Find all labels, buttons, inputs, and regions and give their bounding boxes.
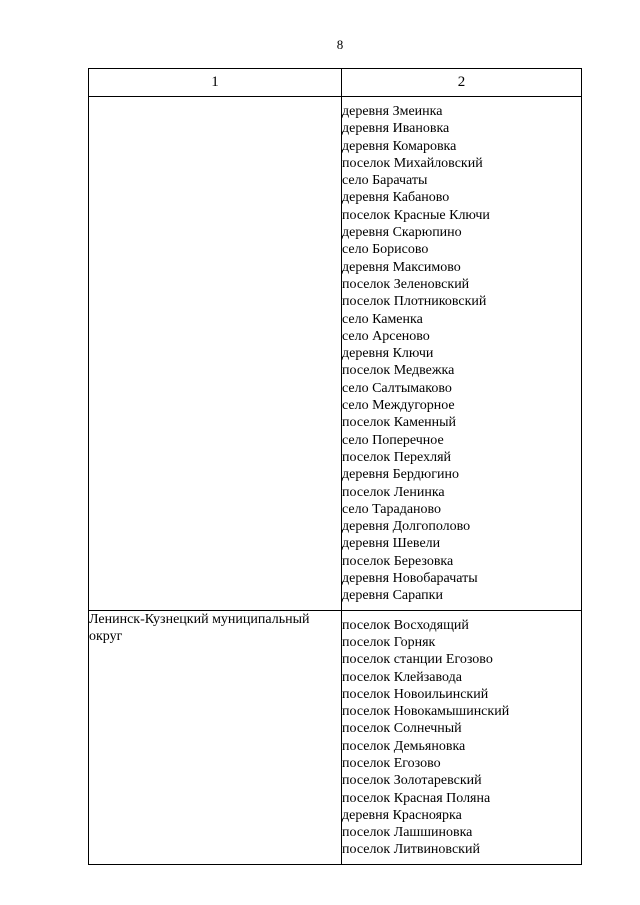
settlement-item: поселок Горняк	[342, 634, 436, 650]
column-header-1: 1	[89, 69, 342, 97]
settlements-list-cell	[342, 97, 582, 611]
settlement-item: деревня Новобарачаты	[342, 571, 478, 587]
settlement-item: поселок Каменный	[342, 415, 457, 431]
settlement-item: село Арсеново	[342, 328, 430, 344]
settlement-item: поселок Новоильинский	[342, 686, 489, 702]
settlement-item: поселок Восходящий	[342, 617, 469, 633]
settlement-item: поселок Солнечный	[342, 721, 462, 737]
settlement-item: село Борисово	[342, 242, 429, 258]
settlement-item: поселок Новокамышинский	[342, 704, 510, 720]
municipality-name-cell	[89, 97, 342, 611]
settlement-item: поселок Красная Поляна	[342, 790, 491, 806]
settlement-item: деревня Максимово	[342, 259, 461, 275]
settlement-item: деревня Ивановка	[342, 121, 450, 137]
settlement-item: поселок Красные Ключи	[342, 207, 490, 223]
settlement-item: село Барачаты	[342, 173, 428, 189]
settlement-item: поселок Плотниковский	[342, 294, 487, 310]
settlements-table	[88, 68, 582, 865]
column-header-2: 2	[342, 69, 582, 97]
settlement-item: деревня Красноярка	[342, 807, 462, 823]
settlement-item: поселок Зеленовский	[342, 276, 470, 292]
settlement-item: поселок Литвиновский	[342, 842, 480, 858]
settlement-item: поселок Золотаревский	[342, 773, 482, 789]
municipality-name-cell: Ленинск-Кузнецкий муниципальный округ	[89, 610, 342, 864]
settlement-item: поселок Клейзавода	[342, 669, 462, 685]
table-row	[89, 610, 582, 864]
settlement-item: село Салтымаково	[342, 380, 452, 396]
settlement-item: деревня Скарюпино	[342, 225, 462, 241]
settlement-item: село Междугорное	[342, 398, 455, 414]
settlement-item: поселок Лашшиновка	[342, 825, 473, 841]
settlement-item: деревня Сарапки	[342, 588, 443, 604]
settlement-item: поселок Демьяновка	[342, 738, 466, 754]
settlement-item: поселок Ленинка	[342, 484, 445, 500]
settlement-item: село Тараданово	[342, 501, 442, 517]
settlement-item: село Поперечное	[342, 432, 444, 448]
page-number: 8	[336, 37, 344, 52]
settlement-item: деревня Змеинка	[342, 104, 443, 119]
settlement-item: поселок Егозово	[342, 755, 441, 771]
settlement-item: деревня Комаровка	[342, 138, 457, 154]
settlement-item: село Каменка	[342, 311, 423, 327]
settlement-item: деревня Бердюгино	[342, 467, 459, 483]
settlement-item: поселок Михайловский	[342, 155, 483, 171]
settlement-item: деревня Ключи	[342, 346, 434, 362]
settlement-item: деревня Долгополово	[342, 519, 471, 535]
table-header-row	[89, 69, 582, 97]
settlement-item: поселок станции Егозово	[342, 652, 493, 668]
table-row	[89, 97, 582, 611]
settlement-item: поселок Березовка	[342, 553, 454, 569]
settlements-list-cell	[342, 610, 582, 864]
settlement-item: деревня Шевели	[342, 536, 441, 552]
settlement-item: поселок Перехляй	[342, 449, 451, 465]
settlement-item: деревня Кабаново	[342, 190, 450, 206]
settlement-item: поселок Медвежка	[342, 363, 455, 379]
